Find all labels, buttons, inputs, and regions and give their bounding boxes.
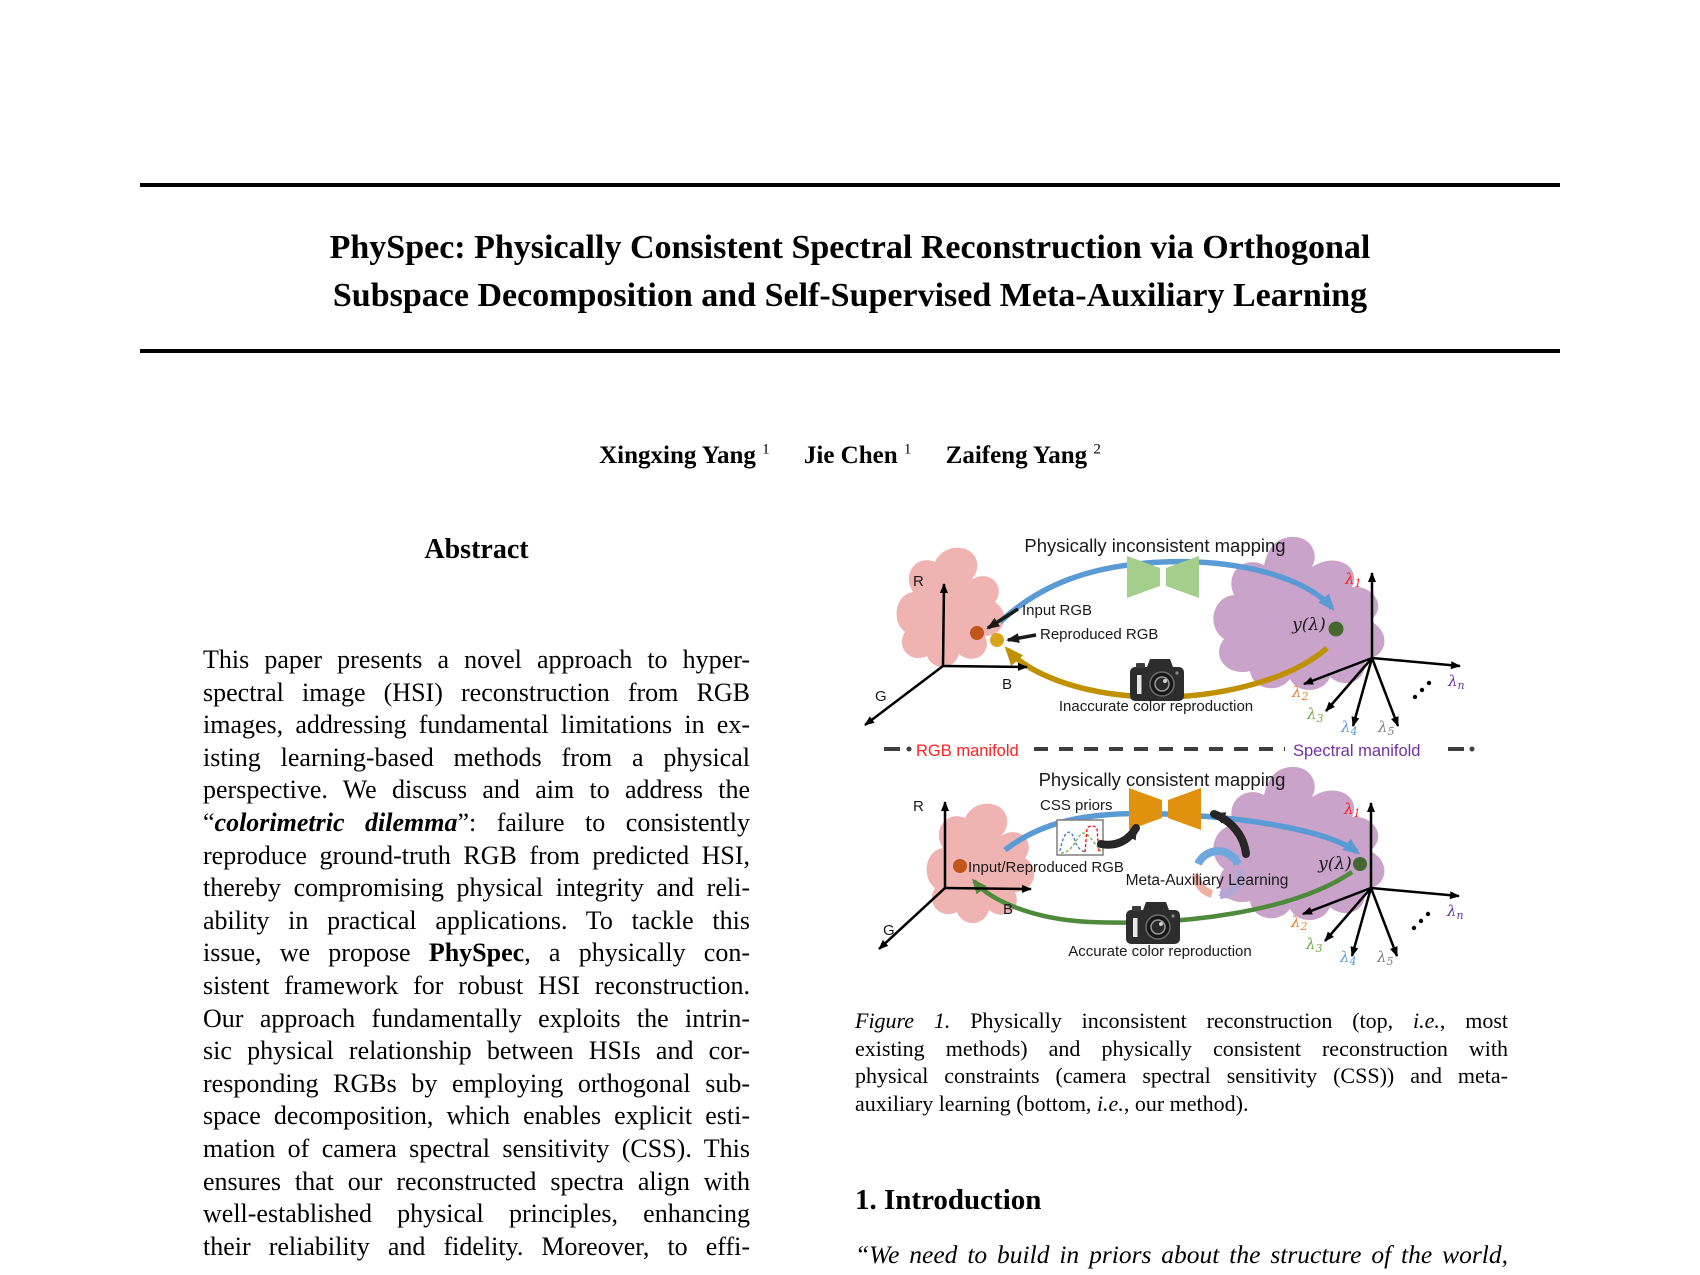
author-list xyxy=(140,442,1560,470)
abstract-line: sistent framework for robust HSI reconstruction. xyxy=(203,970,750,1000)
css-priors-plot xyxy=(1057,820,1103,855)
axis-label-g: G xyxy=(875,688,887,705)
axis-label-b: B xyxy=(1003,901,1014,918)
camera-icon-top xyxy=(1130,659,1184,701)
ellipsis-dots-top xyxy=(1413,681,1431,699)
figure-1 xyxy=(855,485,1515,1000)
abstract-line: responding RGBs by employing orthogonal sub- xyxy=(203,1068,750,1098)
paper-title-line-1: PhySpec: Physically Consistent Spectral Reconstruction via Orthogonal xyxy=(329,229,1371,266)
spectrum-point-label-bottom: y(λ) xyxy=(1318,854,1352,874)
abstract-section xyxy=(203,534,750,1263)
axis-label-b: B xyxy=(1002,676,1013,693)
abstract-line: their reliability and fidelity. Moreover, to effi- xyxy=(203,1231,750,1261)
reproduced-rgb-pointer-arrow xyxy=(1008,635,1036,640)
caption-line: existing methods) and physically consistent reconstruction with xyxy=(855,1035,1508,1061)
abstract-body xyxy=(203,644,750,1263)
axis-label-r: R xyxy=(913,798,924,815)
ellipsis-dots-bottom xyxy=(1412,912,1430,930)
author: Zaifeng Yang $^2$ xyxy=(945,442,1101,470)
manifold-divider xyxy=(884,742,1475,760)
axis-label-r: R xyxy=(913,573,924,590)
spectrum-point-label-top: y(λ) xyxy=(1292,615,1326,635)
reproduced-rgb-label: Reproduced RGB xyxy=(1040,626,1159,643)
abstract-line: isting learning-based methods from a physical xyxy=(203,742,750,772)
abstract-line: mation of camera spectral sensitivity (CSS). This xyxy=(203,1133,750,1163)
bottom-mapping-title: Physically consistent mapping xyxy=(1038,769,1286,790)
abstract-line: ability in practical applications. To tackle this xyxy=(203,905,750,935)
spectrum-dot-top xyxy=(1329,622,1344,637)
caption-line: physical constraints (camera spectral sensitivity (CSS)) and meta- xyxy=(855,1063,1508,1089)
author: Xingxing Yang $^1$ xyxy=(599,442,770,470)
lambdan-label-bottom: $\lambda_n$ xyxy=(1447,902,1464,922)
abstract-line: well-established physical principles, enhancing xyxy=(203,1199,750,1229)
affiliation-mark: 1 xyxy=(903,442,912,458)
accurate-reproduction-label: Accurate color reproduction xyxy=(1068,943,1252,960)
abstract-heading: Abstract xyxy=(424,534,529,565)
author: Jie Chen $^1$ xyxy=(803,442,912,470)
affiliation-mark: 1 xyxy=(762,442,770,458)
lambda3-label-bottom: $\lambda_3$ xyxy=(1306,935,1323,955)
lambda3-label-top: $\lambda_3$ xyxy=(1307,705,1324,725)
abstract-line: ensures that our reconstructed spectra align with xyxy=(203,1166,750,1196)
lambdan-label-top: $\lambda_n$ xyxy=(1448,672,1465,692)
lambda2-label-top: $\lambda_2$ xyxy=(1292,683,1309,703)
meta-auxiliary-learning-label: Meta-Auxiliary Learning xyxy=(1125,872,1289,889)
lambda4-label-bottom: $\lambda_4$ xyxy=(1340,948,1357,968)
affiliation-mark: 2 xyxy=(1093,442,1101,458)
lambda1-label-bottom: $\lambda_1$ xyxy=(1344,800,1361,820)
abstract-line: “colorimetric dilemma”: failure to consistently xyxy=(203,807,750,837)
network-bowtie-icon-bottom xyxy=(1129,788,1201,830)
rgb-manifold-blob-top xyxy=(897,548,1005,667)
css-priors-label: CSS priors xyxy=(1040,797,1113,814)
intro-quote: “We need to build in priors about the structure of the world, xyxy=(855,1240,1508,1269)
reproduced-rgb-dot xyxy=(990,633,1004,647)
camera-icon-bottom xyxy=(1126,902,1180,944)
top-diagram xyxy=(865,535,1465,738)
lambda1-label-top: $\lambda_1$ xyxy=(1345,570,1362,590)
abstract-line: sic physical relationship between HSIs and cor- xyxy=(203,1036,750,1066)
bottom-diagram xyxy=(879,767,1464,968)
axis-label-g: G xyxy=(883,922,895,939)
section-heading-introduction: 1. Introduction xyxy=(855,1184,1042,1216)
input-rgb-dot xyxy=(970,626,984,640)
top-rule xyxy=(140,183,1560,187)
spectrum-dot-bottom xyxy=(1353,857,1367,871)
abstract-line: issue, we propose PhySpec, a physically con- xyxy=(203,938,750,968)
paper-title xyxy=(140,224,1560,320)
lambda5-label-bottom: $\lambda_5$ xyxy=(1377,948,1394,968)
abstract-line: reproduce ground-truth RGB from predicted HSI, xyxy=(203,840,750,870)
abstract-line: perspective. We discuss and aim to address the xyxy=(203,775,750,805)
input-reproduced-rgb-label: Input/Reproduced RGB xyxy=(968,859,1124,876)
top-mapping-title: Physically inconsistent mapping xyxy=(1024,535,1286,556)
css-to-network-arrow xyxy=(1101,828,1136,845)
figure-caption xyxy=(855,1007,1508,1117)
abstract-line: This paper presents a novel approach to hyper- xyxy=(203,645,750,674)
caption-line: Figure 1. Physically inconsistent reconstruction (top, i.e., most xyxy=(855,1008,1508,1033)
abstract-line: spectral image (HSI) reconstruction from RGB xyxy=(203,677,750,707)
abstract-line: images, addressing fundamental limitations in ex- xyxy=(203,710,750,740)
input-rgb-label: Input RGB xyxy=(1022,602,1093,619)
spectral-manifold-label: Spectral manifold xyxy=(1293,742,1421,760)
caption-line: auxiliary learning (bottom, i.e., our method). xyxy=(855,1090,1249,1116)
inaccurate-reproduction-label: Inaccurate color reproduction xyxy=(1058,698,1254,715)
lambda2-label-bottom: $\lambda_2$ xyxy=(1291,913,1308,933)
mid-rule xyxy=(140,349,1560,353)
lambda4-label-top: $\lambda_4$ xyxy=(1341,718,1358,738)
rgb-manifold-label: RGB manifold xyxy=(916,742,1019,760)
paper-title-line-2: Subspace Decomposition and Self-Supervised Meta-Auxiliary Learning xyxy=(332,277,1368,314)
input-reproduced-rgb-dot xyxy=(953,859,967,873)
abstract-line: space decomposition, which enables explicit esti- xyxy=(203,1101,750,1131)
lambda5-label-top: $\lambda_5$ xyxy=(1378,718,1395,738)
abstract-line: thereby compromising physical integrity and reli- xyxy=(203,873,750,903)
abstract-line: Our approach fundamentally exploits the intrin- xyxy=(203,1003,750,1033)
